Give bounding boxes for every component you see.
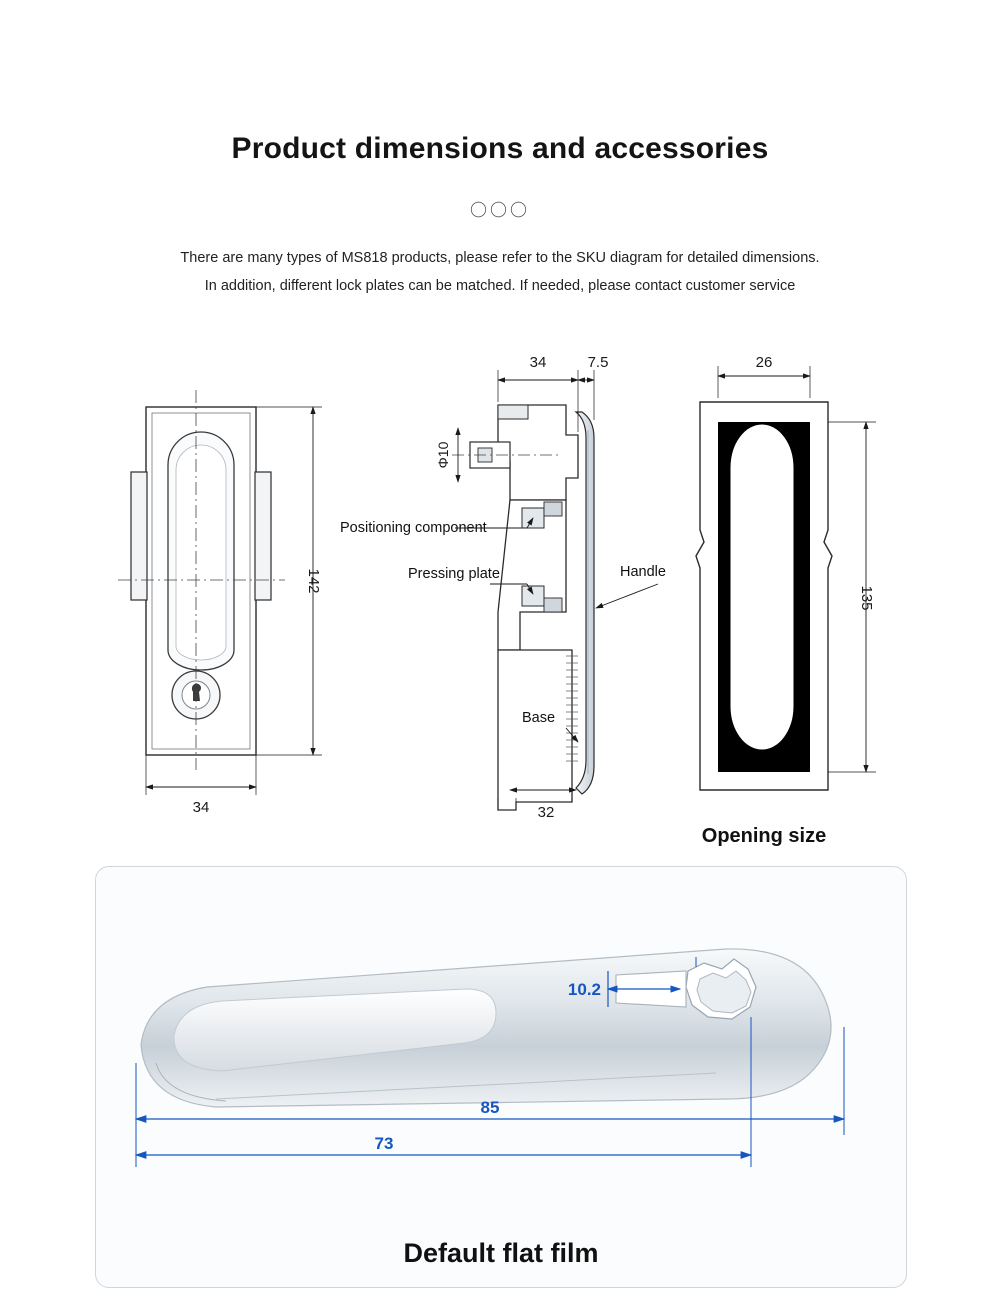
accessory-caption: Default flat film xyxy=(403,1238,599,1268)
accessory-card xyxy=(95,866,907,1288)
total-length-dimension: 85 xyxy=(480,1098,500,1117)
callout-positioning-component: Positioning component xyxy=(340,520,487,536)
flat-cam-photo xyxy=(141,949,831,1107)
callout-base: Base xyxy=(522,710,556,726)
side-thickness-dimension: 7.5 xyxy=(587,354,609,371)
page-description xyxy=(0,244,1000,300)
side-section-drawing xyxy=(340,354,666,821)
hole-center-dimension: 73 xyxy=(374,1134,394,1153)
callout-handle: Handle xyxy=(620,564,666,580)
hole-width-dimension: 10.2 xyxy=(567,980,601,999)
subtitle-marks: 〇〇〇 xyxy=(470,201,530,220)
description-line-2: In addition, different lock plates can be matched. If needed, please contact customer service xyxy=(204,278,796,294)
front-height-dimension: 142 xyxy=(305,568,322,594)
front-width-dimension: 34 xyxy=(192,799,210,816)
hole-diameter-dimension: Φ10 xyxy=(435,441,451,469)
callout-pressing-plate: Pressing plate xyxy=(408,566,500,582)
front-view-drawing xyxy=(118,390,322,816)
opening-width-dimension: 26 xyxy=(755,354,773,371)
technical-drawings xyxy=(0,350,1000,860)
base-width-dimension: 32 xyxy=(537,804,555,821)
opening-size-drawing xyxy=(696,354,876,847)
side-top-width-dimension: 34 xyxy=(529,354,547,371)
description-line-1: There are many types of MS818 products, please refer to the SKU diagram for detailed dimensions. xyxy=(180,250,820,266)
opening-height-dimension: 135 xyxy=(858,585,875,611)
opening-size-caption: Opening size xyxy=(701,825,827,847)
page-title: Product dimensions and accessories xyxy=(231,132,769,165)
